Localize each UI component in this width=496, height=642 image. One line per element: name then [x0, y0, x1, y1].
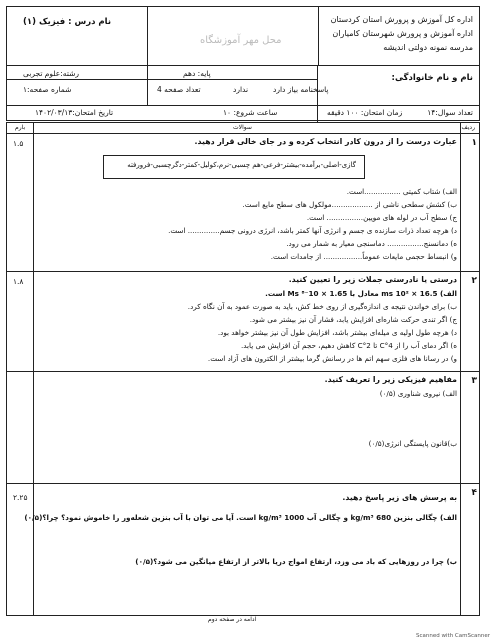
list-item: الف) چگالی بنزین 680 kg/m³ و چگالی آب 1000 kg/m³ است. آیا می توان با آب بنزین شعله‌ور را خاموش نمود؟ چرا؟(۰/۵)	[24, 513, 457, 522]
question-score: ۲.۲۵	[13, 493, 28, 502]
questions-table	[6, 122, 480, 616]
scanner-watermark: Scanned with CamScanner	[416, 633, 490, 639]
list-item: ب) برای خواندن نتیجه ی اندازه‌گیری از روی خط کش، باید به صورت عمود به آن نگاه کرد.	[187, 302, 457, 311]
question-title: به پرسش های زیر پاسخ دهید.	[342, 493, 457, 502]
question-number: ۱	[471, 138, 477, 148]
exam-page	[6, 6, 480, 616]
page-number-label: شماره صفحه:۱	[23, 85, 72, 94]
answer-sheet-label: پاسخنامه بیاز دارد	[273, 85, 329, 94]
list-item: و) در رسانا های فلزی سهم اتم ها در رسانش گرما بیشتر از الکترون های آزاد است.	[207, 354, 457, 363]
exam-date-label: تاریخ امتحان:۱۴۰۲/۰۳/۱۳	[35, 108, 114, 117]
question-row-4	[7, 483, 479, 615]
question-number: ۳	[471, 376, 477, 386]
grade-label: پایه: دهم	[183, 69, 211, 78]
question-score: ۱.۵	[13, 139, 24, 148]
list-item: ب)قانون پایستگی انرژی(۰/۵)	[368, 439, 457, 448]
question-score: ۱.۸	[13, 277, 24, 286]
score-column-header: بارم	[15, 124, 26, 131]
list-item: ج) اگر تندی حرکت شاره‌ای افزایش یابد، فشار آن نیز بیشتر می شود.	[249, 315, 457, 324]
org-line-1: اداره کل آموزش و پرورش استان کردستان	[330, 15, 473, 24]
question-row-1	[7, 133, 479, 272]
start-time-label: ساعت شروع: ۱۰	[223, 108, 278, 117]
question-title: عبارت درست را از درون کادر انتخاب کرده و در جای خالی قرار دهید.	[194, 137, 457, 146]
continuation-note: ادامه در صفحه دوم	[208, 616, 257, 623]
no-answer-sheet-label: ندارد	[233, 85, 249, 94]
word-box	[103, 155, 365, 179]
list-item: ب) کشش سطحی ناشی از ..................مولکول های سطح مایع است.	[242, 200, 457, 209]
questions-column-header: سوالات	[233, 124, 252, 131]
question-number: ۴	[471, 488, 477, 498]
row-column-header: ردیف	[461, 124, 475, 131]
student-name-label: نام و نام خانوادگی:	[391, 73, 473, 83]
list-item: د) هرچه تعداد ذرات سازنده ی جسم و انرژی آنها کمتر باشد، انرژی درونی جسم.............. است.	[168, 226, 457, 235]
list-item: الف) 16.5 × 10² ms معادل با 1.65 × 10⁻⁸ Ms است.	[265, 289, 457, 298]
question-number: ۲	[471, 276, 477, 286]
question-count-label: تعداد سوال:۱۴	[427, 108, 473, 117]
list-item: د) هرچه طول اولیه ی میله‌ای بیشتر باشد، افزایش طول آن نیز بیشتر خواهد بود.	[217, 328, 457, 337]
question-title: درستی یا نادرستی جملات زیر را تعیین کنید.	[288, 275, 457, 284]
exam-time-label: زمان امتحان: ۱۰۰ دقیقه	[327, 108, 403, 117]
list-item: ه) اگر دمای آب را از 4°C تا 2°C کاهش دهیم، حجم آن افزایش می یابد.	[240, 341, 457, 350]
question-row-2	[7, 271, 479, 372]
word-box-text: گازی-اصلی-برآمده-بیشتر-فرعی-هم چسبی-نرم،کولیل-کمتر-دگرچسبی-فرورفته	[127, 161, 356, 169]
list-item: ه) دمانسنج................ دماسنجی معیار به شمار می رود.	[286, 239, 457, 248]
question-title: مفاهیم فیزیکی زیر را تعریف کنید.	[324, 375, 457, 384]
list-item: و) انبساط حجمی مایعات عموماً................. از جامدات است.	[270, 252, 457, 261]
list-item: ب) چرا در روزهایی که باد می وزد، ارتفاع امواج دریا بالاتر از ارتفاع میانگین می شود؟(۰/۵)	[135, 557, 457, 566]
major-label: رشته:علوم تجربی	[23, 69, 79, 78]
school-seal-area	[147, 7, 319, 65]
page-count-label: تعداد صفحه 4	[157, 85, 201, 94]
exam-header	[6, 6, 480, 121]
course-title: نام درس : فیزیک (۱)	[23, 17, 112, 27]
seal-label: محل مهر آموزشگاه	[200, 35, 282, 46]
list-item: ج) سطح آب در لوله های مویین................ است.	[306, 213, 457, 222]
org-line-2: اداره آموزش و پرورش شهرستان کامیاران	[332, 29, 473, 38]
question-row-3	[7, 371, 479, 484]
list-item: الف) شتاب کمیتی ................است.	[346, 187, 457, 196]
list-item: الف) نیروی شناوری (۰/۵)	[379, 389, 457, 398]
org-line-3: مدرسه نمونه دولتی اندیشه	[383, 43, 473, 52]
